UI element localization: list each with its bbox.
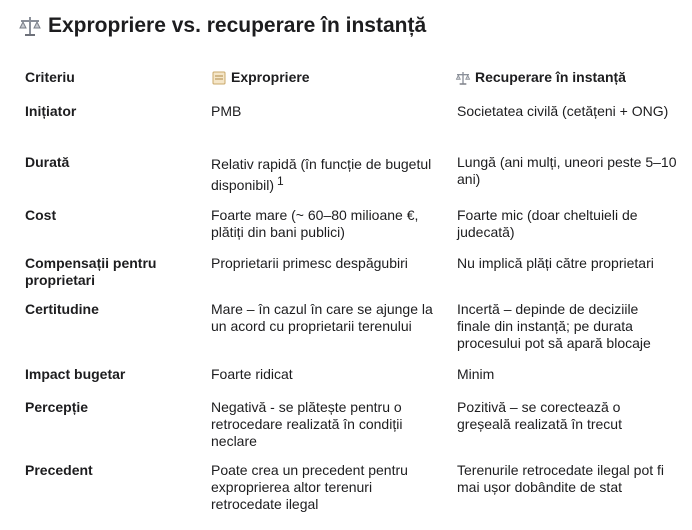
row-criterion: Durată <box>25 154 70 170</box>
header-expropriation-label: Expropriere <box>231 69 310 85</box>
balance-scale-icon <box>455 70 471 86</box>
row-criterion: Compensații pentru proprietari <box>25 255 157 288</box>
row-expropriation-text: Relativ rapidă (în funcție de bugetul disponibil) <box>211 156 432 193</box>
row-recovery: Societatea civilă (cetățeni + ONG) <box>457 103 669 119</box>
row-criterion: Certitudine <box>25 301 99 317</box>
footnote-marker: 1 <box>277 174 284 188</box>
title-text: Expropriere vs. recuperare în instanță <box>48 14 427 37</box>
row-expropriation: PMB <box>211 103 242 119</box>
row-criterion: Cost <box>25 207 57 223</box>
header-expropriation <box>211 69 446 86</box>
row-recovery: Incertă – depinde de deciziile finale din instanță; pe durata procesului pot să apară blocaje <box>457 301 651 351</box>
row-expropriation: Negativă - se plătește pentru o retrocedare realizată în condiții neclare <box>211 399 403 449</box>
row-recovery: Terenurile retrocedate ilegal pot fi mai ușor dobândite de stat <box>457 462 665 495</box>
row-recovery: Minim <box>457 366 495 382</box>
row-recovery: Pozitivă – se corectează o greșeală realizată în trecut <box>457 399 622 432</box>
row-recovery: Foarte mic (doar cheltuieli de judecată) <box>457 207 638 240</box>
row-expropriation: Proprietarii primesc despăgubiri <box>211 255 408 271</box>
row-expropriation <box>211 154 446 197</box>
row-expropriation: Mare – în cazul în care se ajunge la un acord cu proprietarii terenului <box>211 301 433 334</box>
row-criterion: Precedent <box>25 462 93 478</box>
row-criterion: Inițiator <box>25 103 77 119</box>
row-criterion: Percepție <box>25 399 89 415</box>
row-recovery: Nu implică plăți către proprietari <box>457 255 654 271</box>
page-title <box>18 14 426 38</box>
row-expropriation: Foarte ridicat <box>211 366 293 382</box>
header-criterion: Criteriu <box>25 69 75 85</box>
row-recovery: Lungă (ani mulți, uneori peste 5–10 ani) <box>457 154 677 187</box>
row-expropriation: Foarte mare (~ 60–80 milioane €, plătiți din bani publici) <box>211 207 419 240</box>
balance-scale-icon <box>18 14 42 38</box>
row-criterion: Impact bugetar <box>25 366 126 382</box>
header-recovery <box>455 69 687 86</box>
scroll-icon <box>211 70 227 86</box>
header-recovery-label: Recuperare în instanță <box>475 69 626 85</box>
row-expropriation: Poate crea un precedent pentru exproprierea altor terenuri retrocedate ilegal <box>211 462 408 512</box>
